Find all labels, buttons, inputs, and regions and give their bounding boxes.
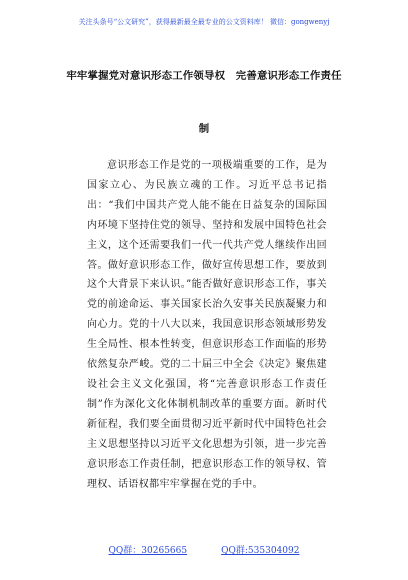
document-title-line-2: 制 [198,123,210,135]
document-body [87,156,327,494]
footer-contacts [0,543,408,556]
qq-group-link-1[interactable]: QQ群：30265665 [108,546,188,556]
body-paragraph: 意识形态工作是党的一项极端重要的工作，是为国家立心、为民族立魂的工作。习近平总书记指出：“我们中国共产党人能不能在日益复杂的国际国内环境下坚持住党的领导、坚持和发展中国特色社会主义，这个还需要我们一代一代共产党人继续作出回答。做好意识形态工作，做好宣传思想工作，要放到这个大背景下来认识。”能否做好意识形态工作，事关党的前途命运、事关国家长治久安事关民族凝聚力和向心力。党的十八大以来，我国意识形态领域形势发生全局性、根本性转变，但意识形态工作面临的形势依然复杂严峻。党的二十届三中全会《决定》聚焦建设社会主义文化强国，将“完善意识形态工作责任制”作为深化文化体制机制改革的重要方面。新时代新征程，我们要全面贯彻习近平新时代中国特色社会主义思想坚持以习近平文化思想为引领，进一步完善意识形态工作责任制，把意识形态工作的领导权、管理权、话语权都牢牢掌握在党的手中。 [87,160,327,490]
qq-group-link-2[interactable]: QQ群:535304092 [221,546,300,556]
document-title-line-1: 牢牢掌握党对意识形态工作领导权 完善意识形态工作责任 [66,70,342,82]
header-promo-note: 关注头条号“公文研究”，获得最新最全最专业的公文资料库！ 微信：gongwenyj [78,18,330,26]
